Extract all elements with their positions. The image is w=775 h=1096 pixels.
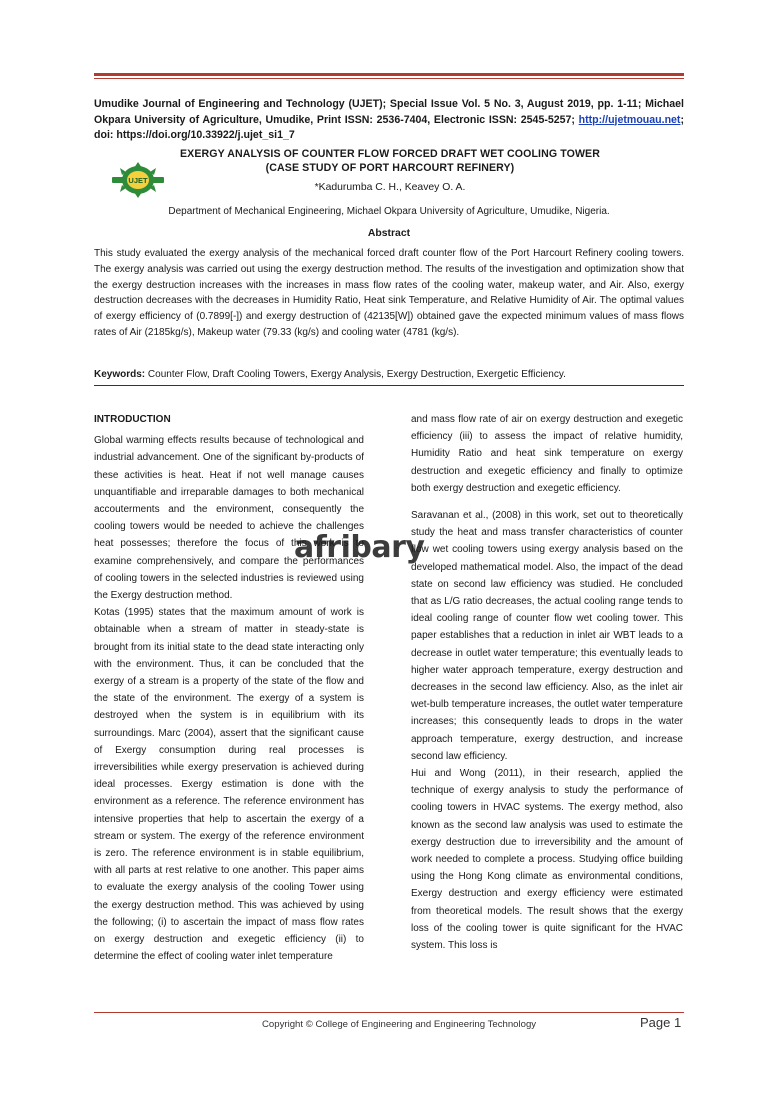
journal-url-link[interactable]: http://ujetmouau.net: [578, 113, 681, 126]
paper-title: [150, 147, 630, 175]
logo-lettering: UJET: [128, 176, 148, 185]
intro-paragraph-1: Global warming effects results because of technological and industrial advancement. One of the significant by-products of these activities is heat. Heat if not well manage causes unquantifiable and irreparable damages to both mechanical accouterments and the environment, consequently the cooling towers would be needed to achieve the challenges heat possesses; therefore the focus of this work is to examine comprehensively, and compare the performances of cooling towers in the selected industries is reviewed using the Exergy destruction method.: [94, 435, 364, 602]
title-line-1: EXERGY ANALYSIS OF COUNTER FLOW FORCED DRAFT WET COOLING TOWER: [180, 148, 600, 160]
abstract-text: This study evaluated the exergy analysis of the mechanical forced draft counter flow of the Port Harcourt Refinery cooling towers. The exergy analysis was carried out using the exergy destruction method. The results of the investigation and optimization show that the exergy destruction increases with the increases in mass flow rates of the cooling water, makeup water, and Air. Also, exergy destruction decreases with the decreases in Humidity Ratio, Heat sink Temperature, and Relative Humidity of Air. The optimal values of exergy efficiency of (0.7899[-]) and exergy destruction of (42135[W]) obtained gave the expected minimum values of mass flows rates of Air (2185kg/s), Makeup water (79.33 (kg/s) and cooling water (4781 (kg/s).: [94, 248, 684, 338]
header-rule: [94, 73, 684, 76]
footer-rule: [94, 1012, 684, 1013]
intro-paragraph-2: Kotas (1995) states that the maximum amount of work is obtainable when a stream of matter in steady-state is brought from its initial state to the dead state interacting only with the environment. Thus, it can be concluded that the exergy of a stream is a property of the state of the flow and the state of the environment. The exergy of a system is destroyed when the system is in equilibrium with its surroundings. Marc (2004), assert that the significant cause of Exergy consumption during real processes is irreversibilities while exergy preservation is achieved during ideal processes. Exergy estimation is done with the environment as a reference. The reference environment has intensive properties that help to ascertain the exergy of a stream or system. The exergy of the reference environment is zero. The reference environment is in stable equilibrium, with all parts at rest relative to one another. This paper aims to evaluate the exergy analysis of the cooling Tower using the exergy destruction method. This was achieved by using the following; (i) to ascertain the impact of mass flow rates on exergy destruction and exegetic efficiency (ii) to determine the effect of cooling water inlet temperature: [94, 607, 364, 963]
footer-copyright: Copyright © College of Engineering and Engineering Technology: [262, 1019, 537, 1030]
watermark-text: afribary: [294, 530, 425, 565]
affiliation: Department of Mechanical Engineering, Michael Okpara University of Agriculture, Umudike, Nigeria.: [168, 206, 610, 217]
title-line-2: (CASE STUDY OF PORT HARCOURT REFINERY): [265, 162, 515, 174]
header-rule-thin: [94, 78, 684, 79]
page-number: Page 1: [640, 1015, 682, 1030]
keywords-label: Keywords:: [94, 369, 146, 380]
journal-citation: [94, 97, 684, 144]
right-paragraph-1: and mass flow rate of air on exergy destruction and exegetic efficiency (iii) to assess the impact of relative humidity, Humidity Ratio and heat sink temperature on exergy destruction and exegetic efficiency and finally to optimize both exergy destruction and exegetic efficiency.: [411, 414, 683, 494]
doi-text: ; doi: https://doi.org/10.33922/j.ujet_si1_7: [94, 113, 684, 141]
abstract-divider: [94, 385, 684, 386]
right-paragraph-2: Saravanan et al., (2008) in this work, set out to theoretically study the heat and mass transfer characteristics of counter flow wet cooling towers using exergy analysis based on the developed mathematical model. Also, the impact of the dead state on second law efficiency was studied. He concluded that as L/G ratio decreases, the actual cooling range tends to ideal cooling range of counter flow wet cooling tower. This paper establishes that a reduction in inlet air WBT leads to a decrease in outlet water temperature; this eventually leads to higher water approach temperature, exergy destruction and decreases in the second law efficiency. Also, as the inlet air wet-bulb temperature increases, the outlet water temperature increases; this consequently leads to drops in the water approach temperature, exergy destruction, and increase second law efficiency.: [411, 510, 683, 762]
right-paragraph-3: Hui and Wong (2011), in their research, applied the technique of exergy analysis to study the performance of cooling towers in HVAC systems. The exergy method, also known as the second law analysis was used to estimate the exergy destruction due to irreversibility and the amount of work needed to complete a process. Studying office building using the Hong Kong climate as environmental conditions, Exergy destruction and exergy efficiency were estimated from theoretical models. The result shows that the exergy loss of the cooling tower is quite significant for the HVAC system. This loss is: [411, 768, 683, 952]
citation-text: Umudike Journal of Engineering and Technology (UJET); Special Issue Vol. 5 No. 3, August 2019, pp. 1-11; Michael Okpara University of Agriculture, Umudike, Print ISSN: 2536-7404, Electronic ISSN: 2545-5257;: [94, 98, 684, 126]
afribary-watermark: [294, 530, 464, 570]
keywords-list: Counter Flow, Draft Cooling Towers, Exergy Analysis, Exergy Destruction, Exergetic Efficiency.: [147, 369, 566, 380]
abstract-heading: Abstract: [367, 228, 411, 239]
left-column: [94, 411, 364, 966]
right-column: [411, 411, 683, 954]
section-heading-introduction: INTRODUCTION: [94, 414, 171, 425]
authors: *Kadurumba C. H., Keavey O. A.: [314, 182, 466, 193]
keywords: [94, 369, 684, 380]
